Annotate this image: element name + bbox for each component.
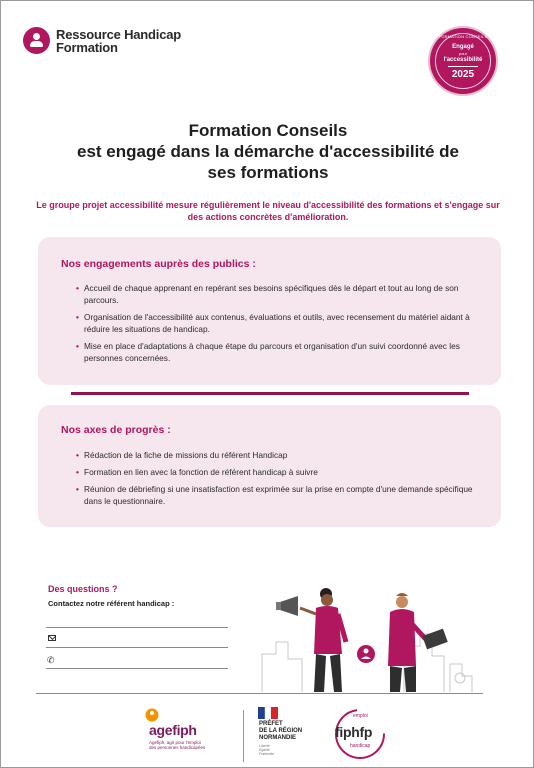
list-item: • Mise en place d'adaptations à chaque étape du parcours et organisation d'un suivi coordonné avec les personnes concernées. [76, 340, 490, 364]
list-item: • Accueil de chaque apprenant en repérant ses besoins spécifiques dès le départ et tout au long de son parcours. [76, 282, 490, 306]
team-illustration [254, 584, 484, 694]
list-item: • Réunion de débriefing si une insatisfaction est exprimée sur la prise en compte d'une demande spécifique dans le questionnaire. [76, 483, 490, 507]
list-item: • Organisation de l'accessibilité aux contenus, évaluations et outils, avec recensement du matériel aidant à réduire les situations de handicap. [76, 311, 490, 335]
progress-list [76, 449, 490, 512]
phone-field-line [46, 668, 228, 669]
divider [71, 392, 469, 395]
seal-year: 2025 [451, 69, 475, 80]
list-item: • Formation en lien avec la fonction de référent handicap à suivre [76, 466, 490, 478]
divider [36, 693, 483, 694]
accessibility-seal: FORMATION CONSEILS Engagé pour l'accessibilité 2025 [430, 28, 496, 94]
contact-subtitle: Contactez notre référent handicap : [48, 599, 175, 608]
logo-line1: Ressource Handicap [56, 26, 182, 42]
progress-heading: Nos axes de progrès : [61, 424, 171, 436]
page-title: Formation Conseils est engagé dans la démarche d'accessibilité de ses formations [77, 121, 459, 182]
phone-icon: ✆ [47, 655, 55, 665]
user-icon [23, 27, 50, 54]
commitments-box [38, 237, 501, 385]
ressource-handicap-logo [23, 27, 181, 54]
contact-title: Des questions ? [48, 584, 118, 594]
accessibility-poster: Ressource Handicap Formation FORMATION CONSEILS Engagé pour l'accessibilité 2025 Formation Conseils est engagé dans la démarche d'accessibilité de ses formations Le groupe projet accessibilité mesure régulièrement le niveau d'accessibilité des formations et s'engage sur des actions concrètes d'amélioration. Nos engagements auprès des publics : • Accueil de chaque apprenant en repérant ses besoins spécifiques dès le départ et tout au long de son parcours. • Organisation de l'accessibilité aux contenus, évaluations et outils, avec recensement du matériel aidant à réduire les situations de handicap. • Mise en place d'adaptations à chaque étape du parcours et organisation d'un suivi coordonné avec les personnes concernées. Nos axes de progrès : • Rédaction de la fiche de missions du référent Handicap • Formation en lien avec la fonction de référent handicap à suivre • Réunion de débriefing si une insatisfaction est exprimée sur la prise en compte d'une demande spécifique dans le questionnaire. Des questions ? Contactez notre référent handicap : ✆ agefiph Agefiph, agir pour l'emploi des personnes handicapées PRÉFET DE LA RÉGION NORMANDIE Liberté Égalité Fraternité emploi fiphfp handicap [0, 0, 534, 768]
megaphone-icon [276, 596, 298, 616]
list-item: • Rédaction de la fiche de missions du référent Handicap [76, 449, 490, 461]
progress-box [38, 405, 501, 527]
logo-line2: Formation [56, 39, 118, 55]
commitments-heading: Nos engagements auprès des publics : [61, 258, 256, 270]
intro-text: Le groupe projet accessibilité mesure régulièrement le niveau d'accessibilité des formations et s'engage sur des actions concrètes d'amélioration. [36, 200, 500, 222]
commitments-list [76, 282, 490, 369]
mail-icon [48, 635, 56, 641]
divider [46, 627, 228, 628]
divider [243, 710, 244, 762]
email-field-line [46, 647, 228, 648]
